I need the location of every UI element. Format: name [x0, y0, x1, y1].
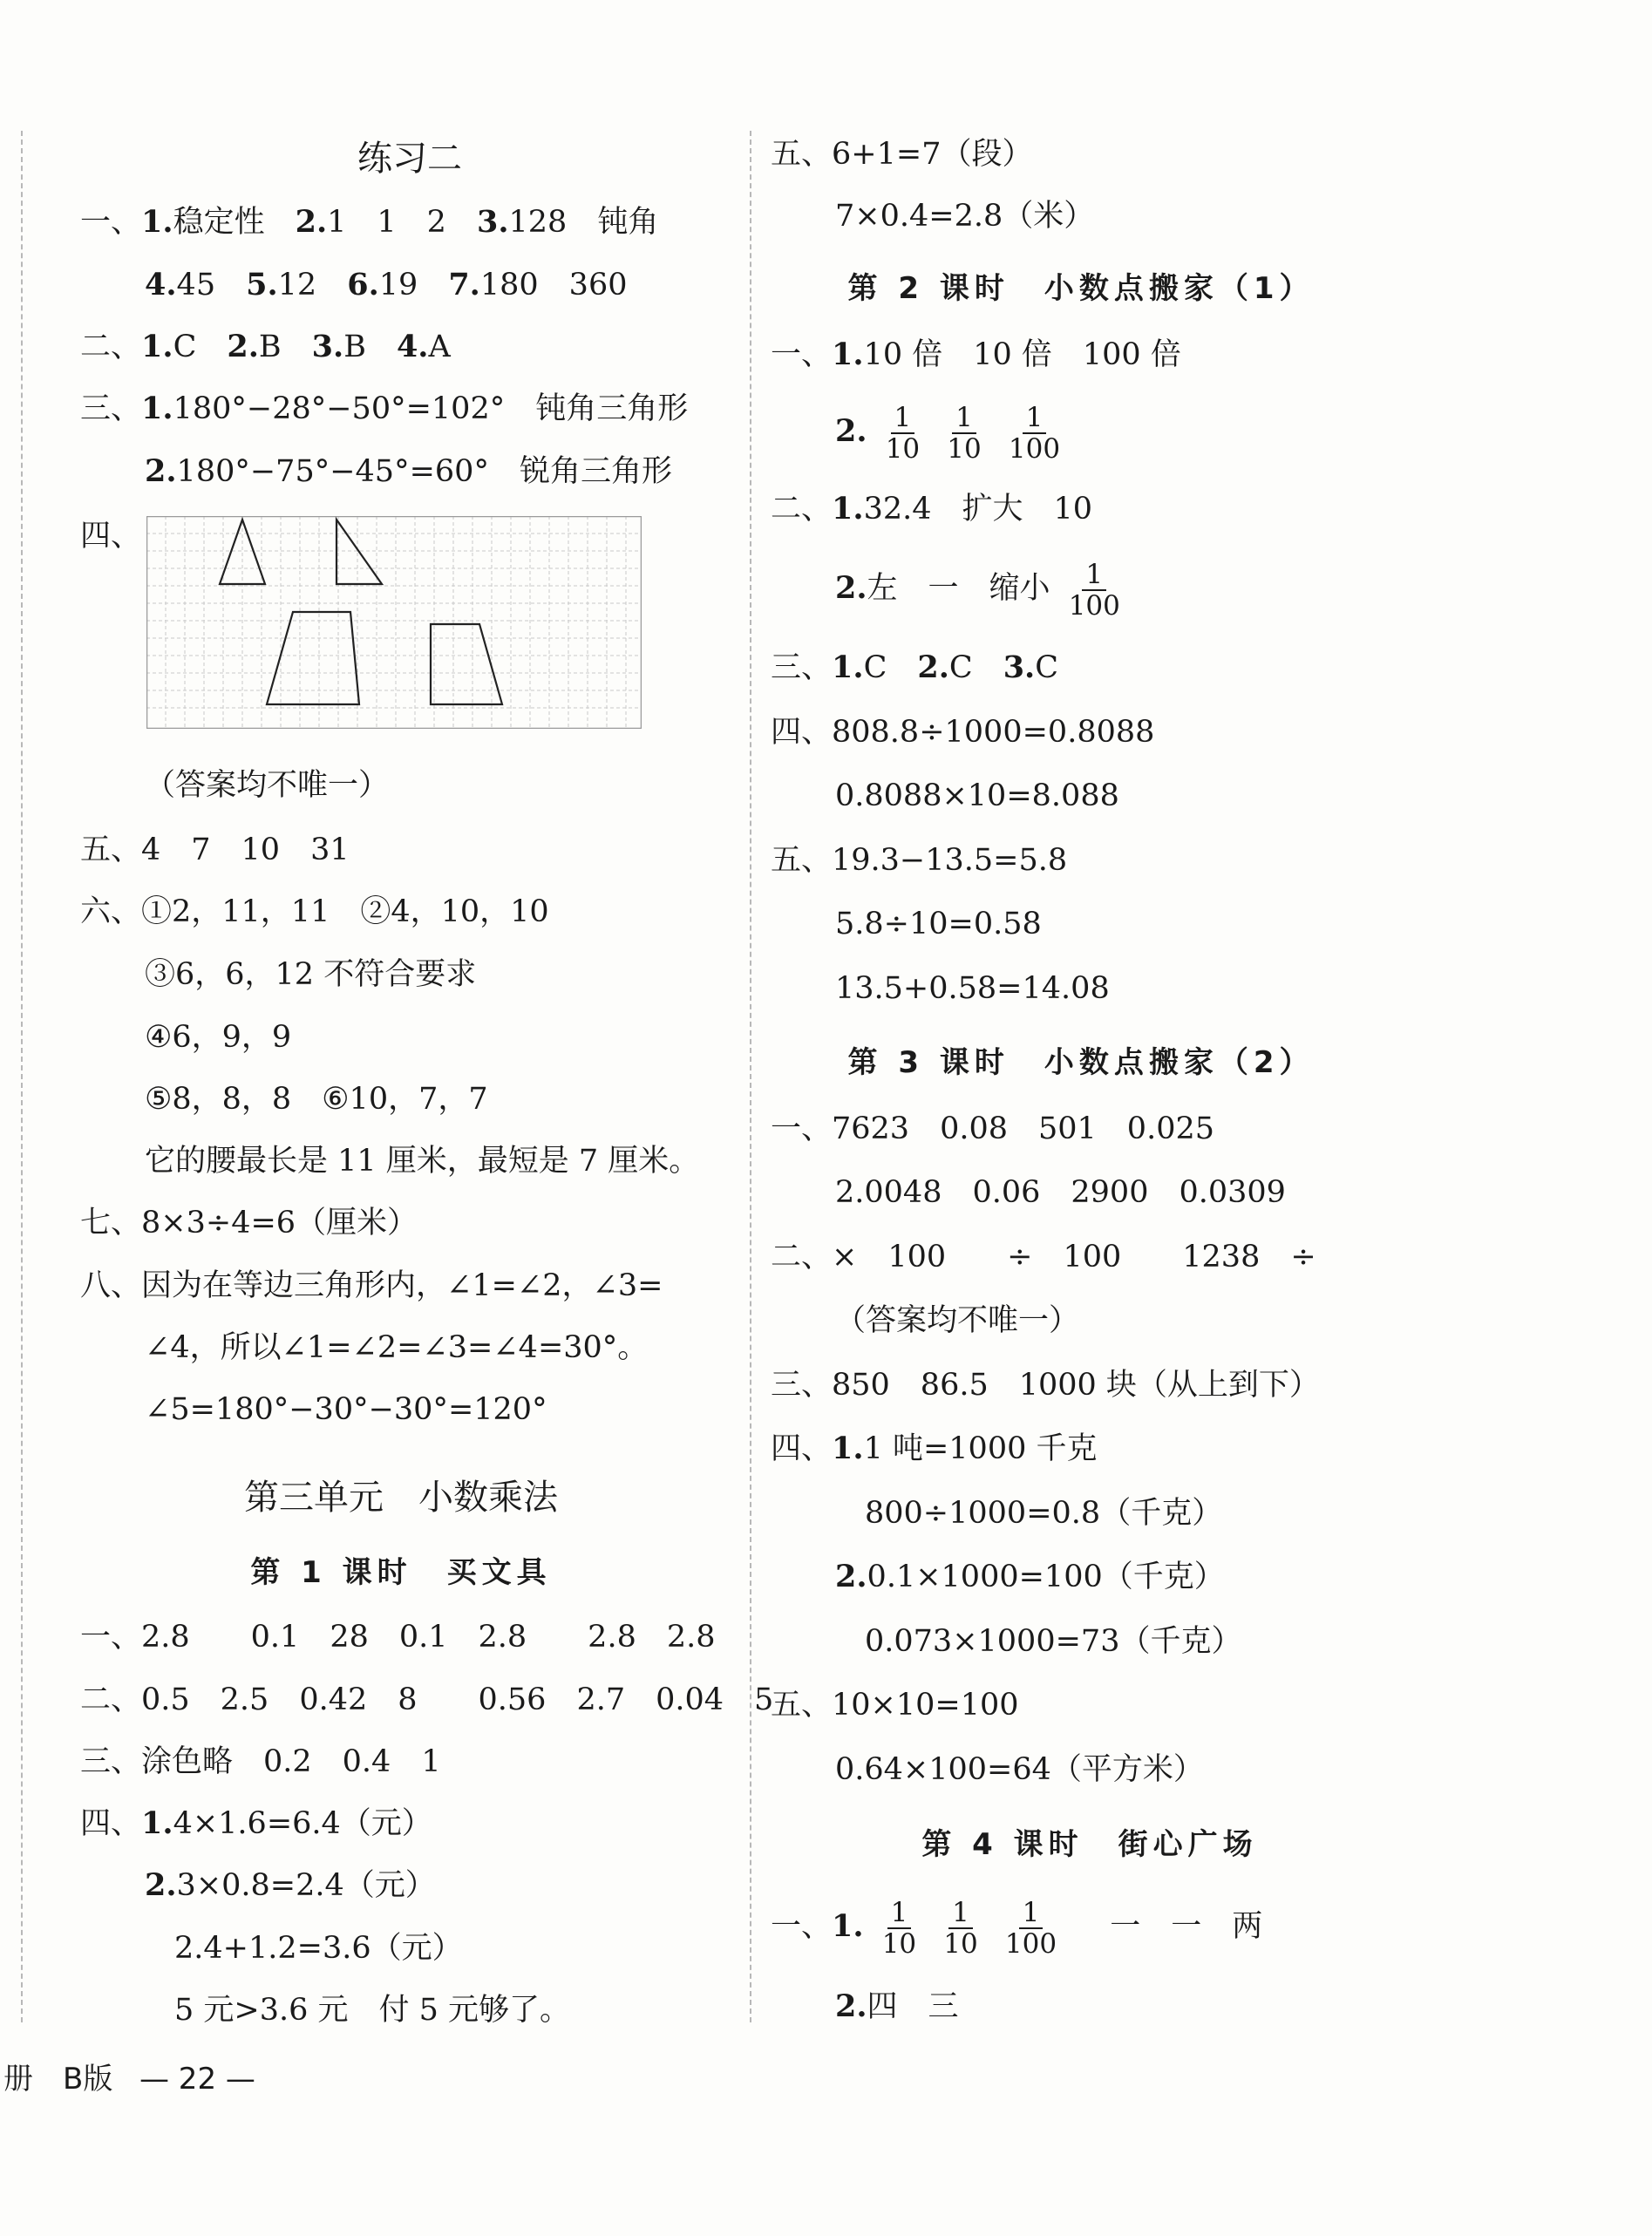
unit-title: 第三单元 小数乘法: [244, 1478, 558, 1518]
answer-line-18: 一、2.8 0.1 28 0.1 2.8 2.8 2.8: [80, 1620, 716, 1655]
fraction-1-10: $\frac{1}{10}$: [943, 1896, 978, 1960]
answer-line-r14: 2.0048 0.06 2900 0.0309: [835, 1175, 1286, 1210]
answer-line-16: ∠4，所以∠1=∠2=∠3=∠4=30°。: [145, 1330, 649, 1365]
answer-line-r8: 四、808.8÷1000=0.8088: [771, 715, 1155, 750]
answer-line-19: 二、0.5 2.5 0.42 8 0.56 2.7 0.04 5: [80, 1682, 774, 1717]
answer-line-21: 四、1.4×1.6=6.4（元）: [80, 1805, 432, 1841]
fraction-1-100: $\frac{1}{100}$: [1008, 401, 1061, 465]
fraction-1-100: $\frac{1}{100}$: [1004, 1896, 1057, 1960]
answer-line-r17: 三、850 86.5 1000 块（从上到下）: [771, 1368, 1320, 1403]
answer-line-r25: 2.四 三: [835, 1988, 959, 2024]
answer-line-r6: 2.左 一 缩小 $\frac{1}{100}$: [835, 558, 1120, 622]
answer-line-11: ④6，9，9: [145, 1020, 292, 1055]
answer-line-14: 七、8×3÷4=6（厘米）: [80, 1206, 418, 1240]
answer-line-r10: 五、19.3−13.5=5.8: [771, 843, 1068, 878]
exercise-title: 练习二: [357, 139, 462, 179]
answer-line-r12: 13.5+0.58=14.08: [835, 971, 1110, 1006]
answer-line-1: 一、1.稳定性 2.1 1 2 3.128 钝角: [80, 204, 659, 240]
answer-line-r11: 5.8÷10=0.58: [835, 907, 1042, 941]
answer-line-r18: 四、1.1 吨=1000 千克: [771, 1431, 1098, 1466]
fraction-1-100: $\frac{1}{100}$: [1068, 558, 1120, 622]
answer-line-17: ∠5=180°−30°−30°=120°: [145, 1392, 547, 1427]
answer-line-r2: 7×0.4=2.8（米）: [835, 199, 1095, 234]
answer-line-22: 2.3×0.8=2.4（元）: [145, 1867, 436, 1903]
answer-line-r24: 一、1. $\frac{1}{10}$ $\frac{1}{10}$ $\frac{1}{100}$ 一 一 两: [771, 1896, 1263, 1960]
answer-line-r7: 三、1.C 2.C 3.C: [771, 649, 1059, 685]
answer-line-13: 它的腰最长是 11 厘米，最短是 7 厘米。: [145, 1144, 700, 1179]
answer-line-24: 5 元>3.6 元 付 5 元够了。: [174, 1993, 571, 2028]
answer-line-20: 三、涂色略 0.2 0.4 1: [80, 1744, 441, 1779]
answer-line-9: 六、①2，11，11 ②4，10，10: [80, 894, 549, 929]
answer-line-r3: 一、1.10 倍 10 倍 100 倍: [771, 336, 1181, 372]
answer-line-r9: 0.8088×10=8.088: [835, 778, 1119, 813]
answer-line-r23: 0.64×100=64（平方米）: [835, 1752, 1204, 1787]
answer-line-r16: （答案均不唯一）: [835, 1303, 1080, 1338]
answer-line-4: 三、1.180°−28°−50°=102° 钝角三角形: [80, 391, 689, 426]
answer-line-r21: 0.073×1000=73（千克）: [865, 1624, 1242, 1659]
answer-grid-figure: [146, 516, 642, 729]
answer-line-8: 五、4 7 10 31: [80, 833, 350, 867]
answer-line-r20: 2.0.1×1000=100（千克）: [835, 1559, 1225, 1594]
footer-edition: 册 B版: [3, 2062, 113, 2097]
answer-line-r1: 五、6+1=7（段）: [771, 137, 1033, 172]
fraction-1-10: $\frac{1}{10}$: [881, 1896, 917, 1960]
answer-line-2: 4.45 5.12 6.19 7.180 360: [145, 267, 628, 302]
answer-line-r15: 二、× 100 ÷ 100 1238 ÷: [771, 1240, 1316, 1274]
fraction-1-10: $\frac{1}{10}$: [947, 401, 982, 465]
triangle-shape-2: [337, 520, 382, 584]
answer-line-12: ⑤8，8，8 ⑥10，7，7: [145, 1082, 488, 1117]
answer-line-r19: 800÷1000=0.8（千克）: [865, 1496, 1223, 1531]
page-number: — 22 —: [139, 2062, 255, 2097]
answer-line-r13: 一、7623 0.08 501 0.025: [771, 1111, 1215, 1146]
fraction-1-10: $\frac{1}{10}$: [885, 401, 921, 465]
answer-line-6-label: 四、: [80, 519, 142, 554]
answer-line-23: 2.4+1.2=3.6（元）: [174, 1931, 463, 1966]
right-trapezoid-shape: [431, 624, 502, 704]
left-margin-rule: [21, 131, 23, 2022]
answer-line-r22: 五、10×10=100: [771, 1688, 1019, 1723]
answer-line-5: 2.180°−75°−45°=60° 锐角三角形: [145, 453, 672, 489]
lesson-1-title: 第 1 课时 买文具: [250, 1555, 552, 1590]
lesson-3-title: 第 3 课时 小数点搬家（2）: [847, 1045, 1315, 1080]
answer-line-r4: 2. $\frac{1}{10}$ $\frac{1}{10}$ $\frac{1}{100}$: [835, 401, 1061, 465]
answer-line-3: 二、1.C 2.B 3.B 4.A: [80, 329, 451, 364]
answer-line-7: （答案均不唯一）: [145, 768, 390, 803]
answer-line-15: 八、因为在等边三角形内，∠1=∠2，∠3=: [80, 1268, 663, 1303]
column-divider: [750, 131, 751, 2022]
lesson-4-title: 第 4 课时 街心广场: [921, 1827, 1258, 1862]
answer-line-10: ③6，6，12 不符合要求: [145, 957, 477, 992]
lesson-2-title: 第 2 课时 小数点搬家（1）: [847, 271, 1315, 306]
answer-line-r5: 二、1.32.4 扩大 10: [771, 491, 1093, 527]
